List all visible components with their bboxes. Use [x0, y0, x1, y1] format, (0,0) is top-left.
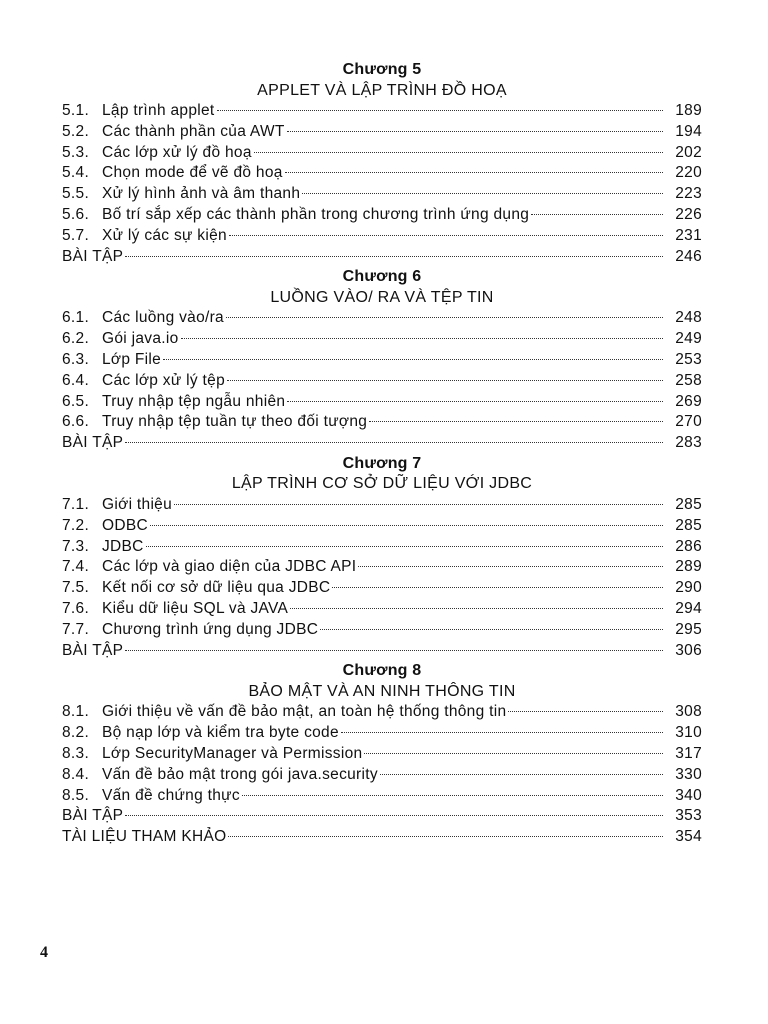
entry-page-number: 248	[675, 309, 702, 327]
entry-number: 5.4.	[62, 164, 90, 182]
toc-entry[interactable]	[62, 247, 702, 268]
dot-leader	[341, 732, 663, 733]
dot-leader	[227, 380, 663, 381]
entry-title: Lớp File	[102, 350, 162, 368]
entry-title: Xử lý hình ảnh và âm thanh	[102, 185, 301, 203]
dot-leader	[508, 711, 663, 712]
entry-page-number: 189	[675, 102, 702, 119]
toc-entry[interactable]	[62, 827, 702, 848]
entry-page-number: 289	[675, 558, 702, 576]
dot-leader	[287, 131, 663, 132]
dot-leader	[302, 193, 663, 194]
entry-page-number: 246	[675, 247, 702, 265]
entry-title: Các lớp xử lý tệp	[102, 371, 225, 389]
toc-entry[interactable]	[62, 702, 702, 723]
entry-number: 7.5.	[62, 579, 90, 597]
entry-title: Các lớp và giao diện của JDBC API	[102, 558, 357, 576]
entry-number: 6.1.	[62, 309, 90, 327]
entry-page-number: 285	[675, 495, 702, 513]
entry-title: Truy nhập tệp ngẫu nhiên	[102, 392, 286, 410]
toc-entry[interactable]	[62, 765, 702, 786]
toc-entry[interactable]	[62, 308, 702, 329]
entry-page-number: 226	[675, 205, 702, 223]
chapter-number: Chương 8	[342, 662, 422, 680]
entry-number: 5.5.	[62, 185, 90, 203]
entry-number: 8.1.	[62, 703, 90, 721]
dot-leader	[332, 587, 663, 588]
entry-title: BÀI TẬP	[62, 807, 124, 825]
entry-page-number: 285	[675, 516, 702, 534]
entry-page-number: 308	[675, 703, 702, 721]
dot-leader	[174, 504, 663, 505]
toc-entry[interactable]	[62, 537, 702, 558]
dot-leader	[320, 629, 663, 630]
toc-entry[interactable]	[62, 371, 702, 392]
toc-entry[interactable]	[62, 516, 702, 537]
entry-page-number: 194	[675, 122, 702, 140]
entry-page-number: 258	[675, 371, 702, 389]
entry-title: Kiểu dữ liệu SQL và JAVA	[102, 599, 289, 617]
chapter-title: LẬP TRÌNH CƠ SỞ DỮ LIỆU VỚI JDBC	[231, 475, 533, 493]
entry-number: 8.3.	[62, 744, 90, 762]
entry-page-number: 330	[675, 765, 702, 783]
dot-leader	[217, 110, 663, 111]
entry-title: Kết nối cơ sở dữ liệu qua JDBC	[102, 579, 331, 597]
entry-number: 6.3.	[62, 350, 90, 368]
toc-entry[interactable]	[62, 806, 702, 827]
dot-leader	[290, 608, 663, 609]
entry-title: Giới thiệu về vấn đề bảo mật, an toàn hệ thống thông tin	[102, 703, 507, 721]
dot-leader	[364, 753, 663, 754]
toc-entry[interactable]	[62, 184, 702, 205]
entry-page-number: 306	[675, 641, 702, 659]
dot-leader	[125, 815, 663, 816]
page-number: 4	[40, 944, 48, 961]
toc-entry[interactable]	[62, 641, 702, 662]
entry-title: BÀI TẬP	[62, 434, 124, 452]
toc-entry[interactable]	[62, 101, 702, 122]
dot-leader	[369, 421, 663, 422]
toc-entry[interactable]	[62, 350, 702, 371]
entry-page-number: 286	[675, 537, 702, 555]
chapter-number: Chương 7	[342, 454, 422, 472]
entry-number: 5.7.	[62, 226, 90, 244]
dot-leader	[125, 442, 663, 443]
entry-number: 6.6.	[62, 413, 90, 431]
chapter-number: Chương 6	[342, 268, 422, 286]
dot-leader	[242, 795, 663, 796]
entry-number: 8.5.	[62, 786, 90, 804]
chapter-section	[62, 661, 702, 848]
table-of-contents	[62, 60, 702, 848]
entry-page-number: 317	[675, 744, 702, 762]
entry-number: 5.6.	[62, 205, 90, 223]
entry-title: Vấn đề chứng thực	[102, 786, 240, 804]
dot-leader	[146, 546, 663, 547]
toc-entry[interactable]	[62, 163, 702, 184]
toc-entry[interactable]	[62, 412, 702, 433]
entry-number: 7.1.	[62, 495, 90, 513]
dot-leader	[254, 152, 663, 153]
entry-title: Các lớp xử lý đồ hoạ	[102, 143, 252, 161]
entry-page-number: 249	[675, 330, 702, 348]
dot-leader	[358, 566, 663, 567]
dot-leader	[229, 235, 663, 236]
toc-entry[interactable]	[62, 226, 702, 247]
toc-entry[interactable]	[62, 599, 702, 620]
toc-entry[interactable]	[62, 786, 702, 807]
entry-page-number: 294	[675, 599, 702, 617]
entry-number: 6.5.	[62, 392, 90, 410]
entry-page-number: 253	[675, 350, 702, 368]
entry-page-number: 290	[675, 579, 702, 597]
toc-entry[interactable]	[62, 433, 702, 454]
dot-leader	[531, 214, 663, 215]
entry-title: Các luồng vào/ra	[102, 309, 224, 327]
entry-title: Các thành phần của AWT	[102, 122, 285, 140]
entry-number: 8.2.	[62, 724, 90, 742]
chapter-entries	[62, 702, 702, 848]
chapter-entries	[62, 308, 702, 454]
entry-number: 7.6.	[62, 599, 90, 617]
entry-title: BÀI TẬP	[62, 247, 124, 265]
dot-leader	[181, 338, 663, 339]
toc-entry[interactable]	[62, 392, 702, 413]
entry-number: 6.4.	[62, 371, 90, 389]
entry-title: Xử lý các sự kiện	[102, 226, 227, 244]
entry-title: TÀI LIỆU THAM KHẢO	[62, 828, 227, 846]
entry-title: BÀI TẬP	[62, 641, 124, 659]
entry-title: Truy nhập tệp tuần tự theo đối tượng	[102, 413, 368, 431]
entry-page-number: 220	[675, 164, 702, 182]
entry-page-number: 202	[675, 143, 702, 161]
entry-number: 8.4.	[62, 765, 90, 783]
entry-page-number: 353	[675, 807, 702, 825]
entry-page-number: 340	[675, 786, 702, 804]
toc-entry[interactable]	[62, 205, 702, 226]
entry-number: 7.2.	[62, 516, 90, 534]
entry-page-number: 270	[675, 413, 702, 431]
entry-page-number: 310	[675, 724, 702, 742]
entry-title: Lớp SecurityManager và Permission	[102, 744, 363, 762]
toc-entry[interactable]	[62, 578, 702, 599]
entry-title: ODBC	[102, 516, 148, 534]
entry-title: Giới thiệu	[102, 495, 173, 513]
entry-title: Chương trình ứng dụng JDBC	[102, 620, 319, 638]
entry-page-number: 231	[675, 226, 702, 244]
entry-number: 7.3.	[62, 537, 90, 555]
dot-leader	[226, 317, 663, 318]
entry-title: JDBC	[102, 537, 144, 555]
chapter-title: APPLET VÀ LẬP TRÌNH ĐỒ HOẠ	[257, 81, 507, 99]
toc-entry[interactable]	[62, 495, 702, 516]
entry-page-number: 223	[675, 185, 702, 203]
toc-entry[interactable]	[62, 329, 702, 350]
chapter-section	[62, 454, 702, 661]
entry-title: Chọn mode để vẽ đồ hoạ	[102, 164, 283, 182]
toc-entry[interactable]	[62, 122, 702, 143]
entry-number: 6.2.	[62, 330, 90, 348]
dot-leader	[228, 836, 663, 837]
dot-leader	[125, 650, 663, 651]
chapter-number: Chương 5	[342, 61, 422, 78]
chapter-title: BẢO MẬT VÀ AN NINH THÔNG TIN	[248, 682, 516, 700]
chapter-section	[62, 267, 702, 454]
entry-number: 5.3.	[62, 143, 90, 161]
chapter-entries	[62, 101, 702, 267]
entry-title: Gói java.io	[102, 330, 179, 348]
dot-leader	[380, 774, 663, 775]
dot-leader	[163, 359, 663, 360]
dot-leader	[150, 525, 663, 526]
chapter-title: LUỒNG VÀO/ RA VÀ TỆP TIN	[270, 288, 494, 306]
entry-number: 5.1.	[62, 102, 90, 119]
dot-leader	[287, 401, 663, 402]
chapter-section	[62, 60, 702, 267]
entry-number: 7.4.	[62, 558, 90, 576]
toc-entry[interactable]	[62, 723, 702, 744]
entry-title: Bố trí sắp xếp các thành phần trong chương trình ứng dụng	[102, 205, 530, 223]
entry-page-number: 354	[675, 828, 702, 846]
dot-leader	[125, 256, 663, 257]
entry-number: 5.2.	[62, 122, 90, 140]
entry-title: Bộ nạp lớp và kiểm tra byte code	[102, 724, 339, 742]
toc-entry[interactable]	[62, 620, 702, 641]
entry-page-number: 283	[675, 434, 702, 452]
entry-title: Vấn đề bảo mật trong gói java.security	[102, 765, 378, 783]
entry-page-number: 295	[675, 620, 702, 638]
entry-page-number: 269	[675, 392, 702, 410]
dot-leader	[285, 172, 663, 173]
toc-entry[interactable]	[62, 557, 702, 578]
toc-entry[interactable]	[62, 143, 702, 164]
chapter-entries	[62, 495, 702, 661]
toc-entry[interactable]	[62, 744, 702, 765]
entry-number: 7.7.	[62, 620, 90, 638]
entry-title: Lập trình applet	[102, 102, 215, 119]
